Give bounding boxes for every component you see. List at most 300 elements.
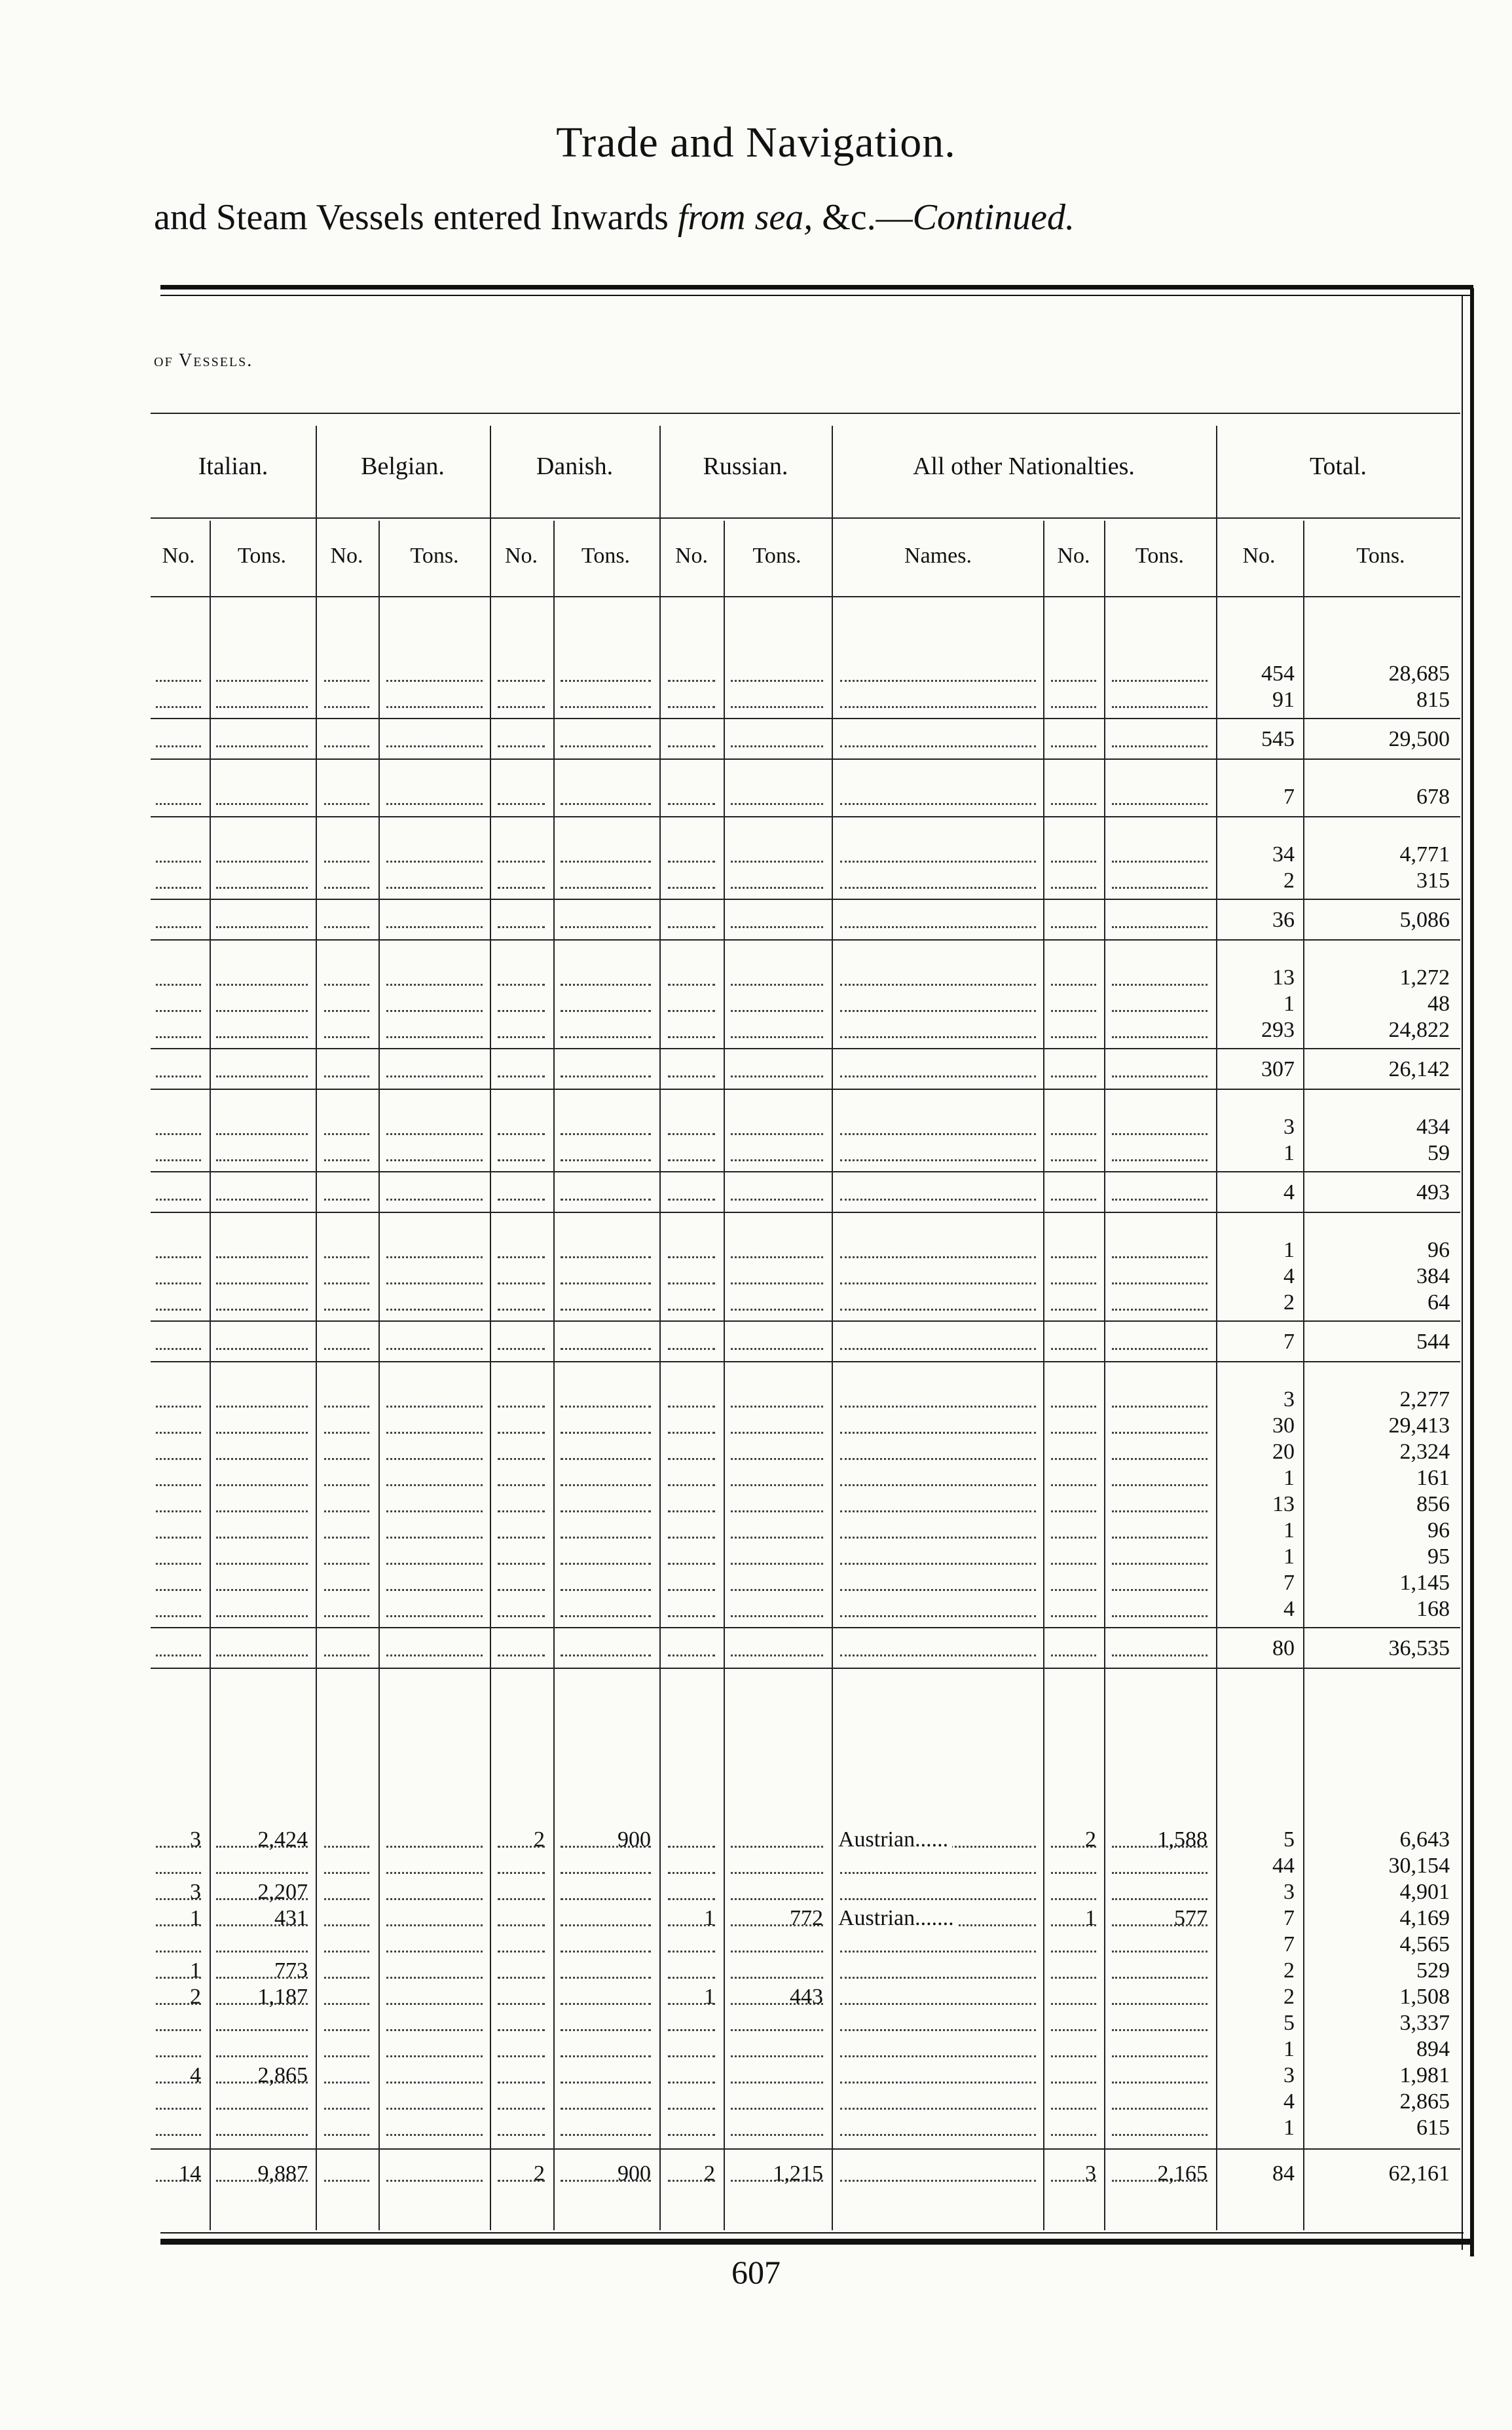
- leader-dots: [324, 680, 369, 682]
- leader-dots: [668, 984, 715, 986]
- leader-dots: [498, 1406, 545, 1408]
- leader-dots: [840, 1654, 1036, 1656]
- other-tons-cell: 1,588: [1157, 1827, 1208, 1852]
- leader-dots: [498, 1075, 545, 1077]
- leader-dots: [324, 1309, 369, 1311]
- leader-dots: [668, 1256, 715, 1258]
- leader-dots: [668, 2055, 715, 2057]
- block-rule: [151, 1171, 1460, 1172]
- leader-dots: [561, 1159, 651, 1161]
- leader-dots: [1112, 803, 1208, 805]
- total-tons-cell: 29,413: [1388, 1413, 1450, 1438]
- leader-dots: [1051, 1951, 1096, 1953]
- leader-dots: [840, 1348, 1036, 1350]
- leader-dots: [668, 1537, 715, 1539]
- leader-dots: [1112, 1872, 1208, 1874]
- leader-dots: [840, 984, 1036, 986]
- leader-dots: [731, 1036, 823, 1038]
- leader-dots: [731, 926, 823, 928]
- leader-dots: [324, 1951, 369, 1953]
- leader-dots: [216, 745, 308, 747]
- leader-dots: [668, 1309, 715, 1311]
- leader-dots: [731, 2134, 823, 2136]
- total-tons-cell: 2,277: [1399, 1387, 1450, 1411]
- leader-dots: [324, 2029, 369, 2031]
- leader-dots: [386, 861, 483, 863]
- block-rule: [151, 1212, 1460, 1213]
- leader-dots: [1112, 1589, 1208, 1591]
- leader-dots: [668, 861, 715, 863]
- leader-dots: [561, 1458, 651, 1460]
- section-label: of Vessels.: [154, 350, 253, 371]
- leader-dots: [561, 2003, 651, 2005]
- leader-dots: [1051, 1537, 1096, 1539]
- leader-dots: [386, 1256, 483, 1258]
- total-tons-cell: 1,272: [1399, 965, 1450, 990]
- total-tons-cell: 2,324: [1399, 1440, 1450, 1464]
- leader-dots: [731, 1537, 823, 1539]
- leader-dots: [498, 1282, 545, 1284]
- leader-dots: [668, 803, 715, 805]
- leader-dots: [561, 1898, 651, 1900]
- subtotal-no-cell: 545: [1261, 727, 1295, 751]
- leader-dots: [1112, 984, 1208, 986]
- grand-italian-tons-cell: 9,887: [257, 2161, 308, 2186]
- total-tons-cell: 856: [1416, 1492, 1450, 1516]
- leader-dots: [840, 1977, 1036, 1979]
- leader-dots: [561, 2055, 651, 2057]
- subtotal-tons-cell: 5,086: [1399, 908, 1450, 932]
- leader-dots: [1051, 803, 1096, 805]
- leader-dots: [561, 1951, 651, 1953]
- leader-dots: [561, 1309, 651, 1311]
- leader-dots: [561, 1615, 651, 1617]
- total-no-cell: 30: [1272, 1413, 1295, 1438]
- page-subtitle: [154, 196, 1075, 238]
- block-rule: [151, 2148, 1460, 2150]
- grand-other-no-cell: 3: [1085, 2161, 1096, 2186]
- leader-dots: [840, 2055, 1036, 2057]
- leader-dots: [1112, 1282, 1208, 1284]
- leader-dots: [561, 2029, 651, 2031]
- leader-dots: [668, 1977, 715, 1979]
- leader-dots: [840, 1615, 1036, 1617]
- leader-dots: [324, 2134, 369, 2136]
- leader-dots: [668, 745, 715, 747]
- leader-dots: [561, 1654, 651, 1656]
- subheader-ruTons: Tons.: [752, 544, 802, 568]
- leader-dots: [668, 680, 715, 682]
- italian-no-cell: 1: [190, 1958, 201, 1983]
- leader-dots: [386, 1199, 483, 1201]
- leader-dots: [840, 2180, 1036, 2182]
- leader-dots: [216, 706, 308, 708]
- leader-dots: [1051, 706, 1096, 708]
- total-no-cell: 1: [1283, 2116, 1295, 2140]
- block-rule: [151, 939, 1460, 941]
- leader-dots: [386, 2029, 483, 2031]
- leader-dots: [324, 2082, 369, 2084]
- other-nationality-name: Austrian.......: [838, 1906, 958, 1931]
- total-no-cell: 13: [1272, 1492, 1295, 1516]
- leader-dots: [561, 1010, 651, 1012]
- leader-dots: [324, 2108, 369, 2110]
- leader-dots: [1051, 1133, 1096, 1135]
- leader-dots: [1112, 1432, 1208, 1434]
- leader-dots: [216, 1510, 308, 1512]
- leader-dots: [156, 2029, 201, 2031]
- leader-dots: [498, 1159, 545, 1161]
- leader-dots: [1051, 1563, 1096, 1565]
- leader-dots: [386, 1348, 483, 1350]
- total-tons-cell: 30,154: [1388, 1854, 1450, 1878]
- leader-dots: [324, 1510, 369, 1512]
- total-no-cell: 454: [1261, 662, 1295, 686]
- block-rule: [151, 1089, 1460, 1090]
- leader-dots: [668, 1075, 715, 1077]
- column-rule: [378, 521, 380, 2230]
- total-tons-cell: 59: [1428, 1141, 1450, 1165]
- leader-dots: [324, 1458, 369, 1460]
- leader-dots: [498, 2003, 545, 2005]
- leader-dots: [1051, 1432, 1096, 1434]
- leader-dots: [498, 1256, 545, 1258]
- total-no-cell: 4: [1283, 1597, 1295, 1621]
- leader-dots: [216, 1133, 308, 1135]
- leader-dots: [1051, 1256, 1096, 1258]
- total-no-cell: 1: [1283, 2037, 1295, 2061]
- leader-dots: [156, 1309, 201, 1311]
- leader-dots: [386, 803, 483, 805]
- column-rule: [1303, 521, 1304, 2230]
- leader-dots: [498, 1458, 545, 1460]
- leader-dots: [731, 861, 823, 863]
- leader-dots: [156, 2055, 201, 2057]
- leader-dots: [668, 1615, 715, 1617]
- column-rule: [553, 521, 555, 2230]
- leader-dots: [386, 1036, 483, 1038]
- leader-dots: [498, 1036, 545, 1038]
- header-rule-top: [151, 413, 1460, 414]
- leader-dots: [156, 1484, 201, 1486]
- other-no-cell: 1: [1085, 1906, 1096, 1930]
- leader-dots: [1112, 1159, 1208, 1161]
- grand-total-tons-cell: 62,161: [1388, 2161, 1450, 2186]
- group-header-other: All other Nationalties.: [913, 453, 1135, 480]
- leader-dots: [731, 1282, 823, 1284]
- italian-tons-cell: 2,865: [257, 2063, 308, 2087]
- leader-dots: [1051, 1484, 1096, 1486]
- leader-dots: [216, 861, 308, 863]
- leader-dots: [324, 1484, 369, 1486]
- leader-dots: [324, 1348, 369, 1350]
- total-no-cell: 4: [1283, 1264, 1295, 1288]
- leader-dots: [324, 706, 369, 708]
- leader-dots: [668, 1348, 715, 1350]
- leader-dots: [216, 1282, 308, 1284]
- total-tons-cell: 96: [1428, 1238, 1450, 1262]
- leader-dots: [840, 1159, 1036, 1161]
- leader-dots: [840, 2108, 1036, 2110]
- leader-dots: [1051, 1348, 1096, 1350]
- leader-dots: [1051, 1615, 1096, 1617]
- russian-no-cell: 1: [704, 1906, 715, 1930]
- leader-dots: [1051, 2134, 1096, 2136]
- subtitle-mid: &c.—: [813, 197, 913, 238]
- leader-dots: [840, 1406, 1036, 1408]
- total-tons-cell: 168: [1416, 1597, 1450, 1621]
- leader-dots: [386, 680, 483, 682]
- total-no-cell: 1: [1283, 992, 1295, 1016]
- total-no-cell: 2: [1283, 1958, 1295, 1983]
- total-tons-cell: 1,508: [1399, 1985, 1450, 2009]
- leader-dots: [840, 1872, 1036, 1874]
- leader-dots: [668, 1872, 715, 1874]
- leader-dots: [498, 2082, 545, 2084]
- subtotal-tons-cell: 678: [1416, 785, 1450, 809]
- leader-dots: [324, 887, 369, 889]
- leader-dots: [386, 2003, 483, 2005]
- leader-dots: [216, 1537, 308, 1539]
- leader-dots: [561, 1406, 651, 1408]
- leader-dots: [1051, 1458, 1096, 1460]
- leader-dots: [840, 1075, 1036, 1077]
- leader-dots: [386, 1563, 483, 1565]
- grand-total-no-cell: 84: [1272, 2161, 1295, 2186]
- leader-dots: [324, 861, 369, 863]
- grand-danish-no-cell: 2: [534, 2161, 545, 2186]
- leader-dots: [498, 1951, 545, 1953]
- leader-dots: [1112, 1537, 1208, 1539]
- leader-dots: [840, 1898, 1036, 1900]
- subheader-itNo: No.: [162, 544, 195, 568]
- leader-dots: [498, 1977, 545, 1979]
- leader-dots: [1051, 1406, 1096, 1408]
- leader-dots: [731, 680, 823, 682]
- leader-dots: [386, 1924, 483, 1926]
- leader-dots: [156, 1563, 201, 1565]
- total-no-cell: 20: [1272, 1440, 1295, 1464]
- block-rule: [151, 816, 1460, 817]
- total-tons-cell: 24,822: [1388, 1018, 1450, 1042]
- leader-dots: [1112, 745, 1208, 747]
- total-tons-cell: 3,337: [1399, 2011, 1450, 2035]
- subtotal-no-cell: 7: [1283, 785, 1295, 809]
- leader-dots: [840, 2003, 1036, 2005]
- leader-dots: [156, 745, 201, 747]
- leader-dots: [561, 2082, 651, 2084]
- leader-dots: [498, 1348, 545, 1350]
- leader-dots: [324, 1872, 369, 1874]
- leader-dots: [386, 1537, 483, 1539]
- leader-dots: [731, 1309, 823, 1311]
- leader-dots: [731, 1563, 823, 1565]
- leader-dots: [731, 1654, 823, 1656]
- leader-dots: [668, 2108, 715, 2110]
- leader-dots: [1051, 2055, 1096, 2057]
- leader-dots: [324, 1537, 369, 1539]
- total-no-cell: 1: [1283, 1544, 1295, 1569]
- leader-dots: [386, 1075, 483, 1077]
- group-header-belgian: Belgian.: [361, 453, 445, 480]
- leader-dots: [498, 680, 545, 682]
- column-rule: [1216, 426, 1217, 2230]
- leader-dots: [498, 745, 545, 747]
- block-rule: [151, 1320, 1460, 1322]
- leader-dots: [561, 2108, 651, 2110]
- leader-dots: [1112, 1510, 1208, 1512]
- leader-dots: [840, 1282, 1036, 1284]
- leader-dots: [324, 1977, 369, 1979]
- block-rule: [151, 1048, 1460, 1049]
- column-rule: [832, 426, 833, 2230]
- russian-no-cell: 1: [704, 1985, 715, 2009]
- group-header-danish: Danish.: [536, 453, 614, 480]
- leader-dots: [561, 1075, 651, 1077]
- leader-dots: [668, 1898, 715, 1900]
- leader-dots: [731, 2108, 823, 2110]
- leader-dots: [1112, 1348, 1208, 1350]
- leader-dots: [840, 926, 1036, 928]
- leader-dots: [561, 887, 651, 889]
- leader-dots: [324, 1199, 369, 1201]
- leader-dots: [324, 2180, 369, 2182]
- leader-dots: [1051, 1654, 1096, 1656]
- leader-dots: [840, 1256, 1036, 1258]
- italian-tons-cell: 2,424: [257, 1827, 308, 1852]
- leader-dots: [668, 1846, 715, 1848]
- leader-dots: [216, 1589, 308, 1591]
- leader-dots: [498, 1010, 545, 1012]
- leader-dots: [1051, 1589, 1096, 1591]
- other-tons-cell: 577: [1174, 1906, 1208, 1930]
- subtotal-no-cell: 307: [1261, 1057, 1295, 1081]
- leader-dots: [668, 1458, 715, 1460]
- total-no-cell: 3: [1283, 1387, 1295, 1411]
- leader-dots: [561, 2134, 651, 2136]
- leader-dots: [840, 2134, 1036, 2136]
- block-rule: [151, 899, 1460, 900]
- leader-dots: [1051, 1282, 1096, 1284]
- leader-dots: [840, 1589, 1036, 1591]
- leader-dots: [156, 1432, 201, 1434]
- total-tons-cell: 161: [1416, 1466, 1450, 1490]
- total-no-cell: 3: [1283, 1880, 1295, 1904]
- leader-dots: [731, 1010, 823, 1012]
- leader-dots: [731, 2055, 823, 2057]
- leader-dots: [561, 1036, 651, 1038]
- leader-dots: [324, 1563, 369, 1565]
- leader-dots: [156, 1036, 201, 1038]
- leader-dots: [498, 1563, 545, 1565]
- subtotal-tons-cell: 544: [1416, 1330, 1450, 1354]
- total-no-cell: 7: [1283, 1571, 1295, 1595]
- leader-dots: [668, 926, 715, 928]
- leader-dots: [561, 1977, 651, 1979]
- leader-dots: [216, 2108, 308, 2110]
- block-rule: [151, 1361, 1460, 1362]
- grand-russian-tons-cell: 1,215: [773, 2161, 823, 2186]
- subtotal-no-cell: 7: [1283, 1330, 1295, 1354]
- leader-dots: [668, 887, 715, 889]
- leader-dots: [1112, 1615, 1208, 1617]
- total-no-cell: 7: [1283, 1932, 1295, 1956]
- leader-dots: [840, 2029, 1036, 2031]
- leader-dots: [668, 2082, 715, 2084]
- leader-dots: [1051, 1010, 1096, 1012]
- leader-dots: [1051, 2108, 1096, 2110]
- leader-dots: [386, 1654, 483, 1656]
- leader-dots: [561, 1432, 651, 1434]
- column-rule: [1104, 521, 1105, 2230]
- leader-dots: [386, 1872, 483, 1874]
- leader-dots: [386, 1510, 483, 1512]
- russian-tons-cell: 443: [790, 1985, 823, 2009]
- subheader-beNo: No.: [330, 544, 363, 568]
- italian-tons-cell: 431: [274, 1906, 308, 1930]
- leader-dots: [668, 1406, 715, 1408]
- leader-dots: [216, 1458, 308, 1460]
- leader-dots: [324, 1282, 369, 1284]
- leader-dots: [668, 2134, 715, 2136]
- leader-dots: [1112, 1951, 1208, 1953]
- subheader-otTons: Tons.: [1135, 544, 1185, 568]
- leader-dots: [498, 1199, 545, 1201]
- leader-dots: [156, 1010, 201, 1012]
- leader-dots: [731, 1846, 823, 1848]
- leader-dots: [840, 680, 1036, 682]
- subtotal-tons-cell: 29,500: [1388, 727, 1450, 751]
- block-rule: [151, 1627, 1460, 1628]
- total-no-cell: 3: [1283, 2063, 1295, 2087]
- subheader-daNo: No.: [504, 544, 538, 568]
- leader-dots: [668, 2029, 715, 2031]
- total-no-cell: 293: [1261, 1018, 1295, 1042]
- leader-dots: [561, 1348, 651, 1350]
- leader-dots: [1051, 680, 1096, 682]
- leader-dots: [386, 887, 483, 889]
- leader-dots: [324, 1075, 369, 1077]
- italian-no-cell: 1: [190, 1906, 201, 1930]
- leader-dots: [840, 1036, 1036, 1038]
- subtotal-no-cell: 80: [1272, 1636, 1295, 1660]
- leader-dots: [1051, 745, 1096, 747]
- leader-dots: [1051, 2029, 1096, 2031]
- leader-dots: [1112, 1075, 1208, 1077]
- total-tons-cell: 2,865: [1399, 2089, 1450, 2114]
- leader-dots: [216, 1615, 308, 1617]
- leader-dots: [156, 2108, 201, 2110]
- russian-tons-cell: 772: [790, 1906, 823, 1930]
- total-no-cell: 5: [1283, 1827, 1295, 1852]
- total-tons-cell: 1,145: [1399, 1571, 1450, 1595]
- leader-dots: [324, 2055, 369, 2057]
- leader-dots: [1112, 1977, 1208, 1979]
- leader-dots: [840, 1951, 1036, 1953]
- leader-dots: [386, 1977, 483, 1979]
- leader-dots: [386, 1309, 483, 1311]
- leader-dots: [561, 1589, 651, 1591]
- total-tons-cell: 4,565: [1399, 1932, 1450, 1956]
- leader-dots: [216, 1159, 308, 1161]
- total-tons-cell: 4,169: [1399, 1906, 1450, 1930]
- leader-dots: [1112, 1563, 1208, 1565]
- grand-danish-tons-cell: 900: [618, 2161, 651, 2186]
- leader-dots: [324, 1924, 369, 1926]
- leader-dots: [561, 1199, 651, 1201]
- leader-dots: [561, 680, 651, 682]
- page-number: 607: [731, 2254, 781, 2290]
